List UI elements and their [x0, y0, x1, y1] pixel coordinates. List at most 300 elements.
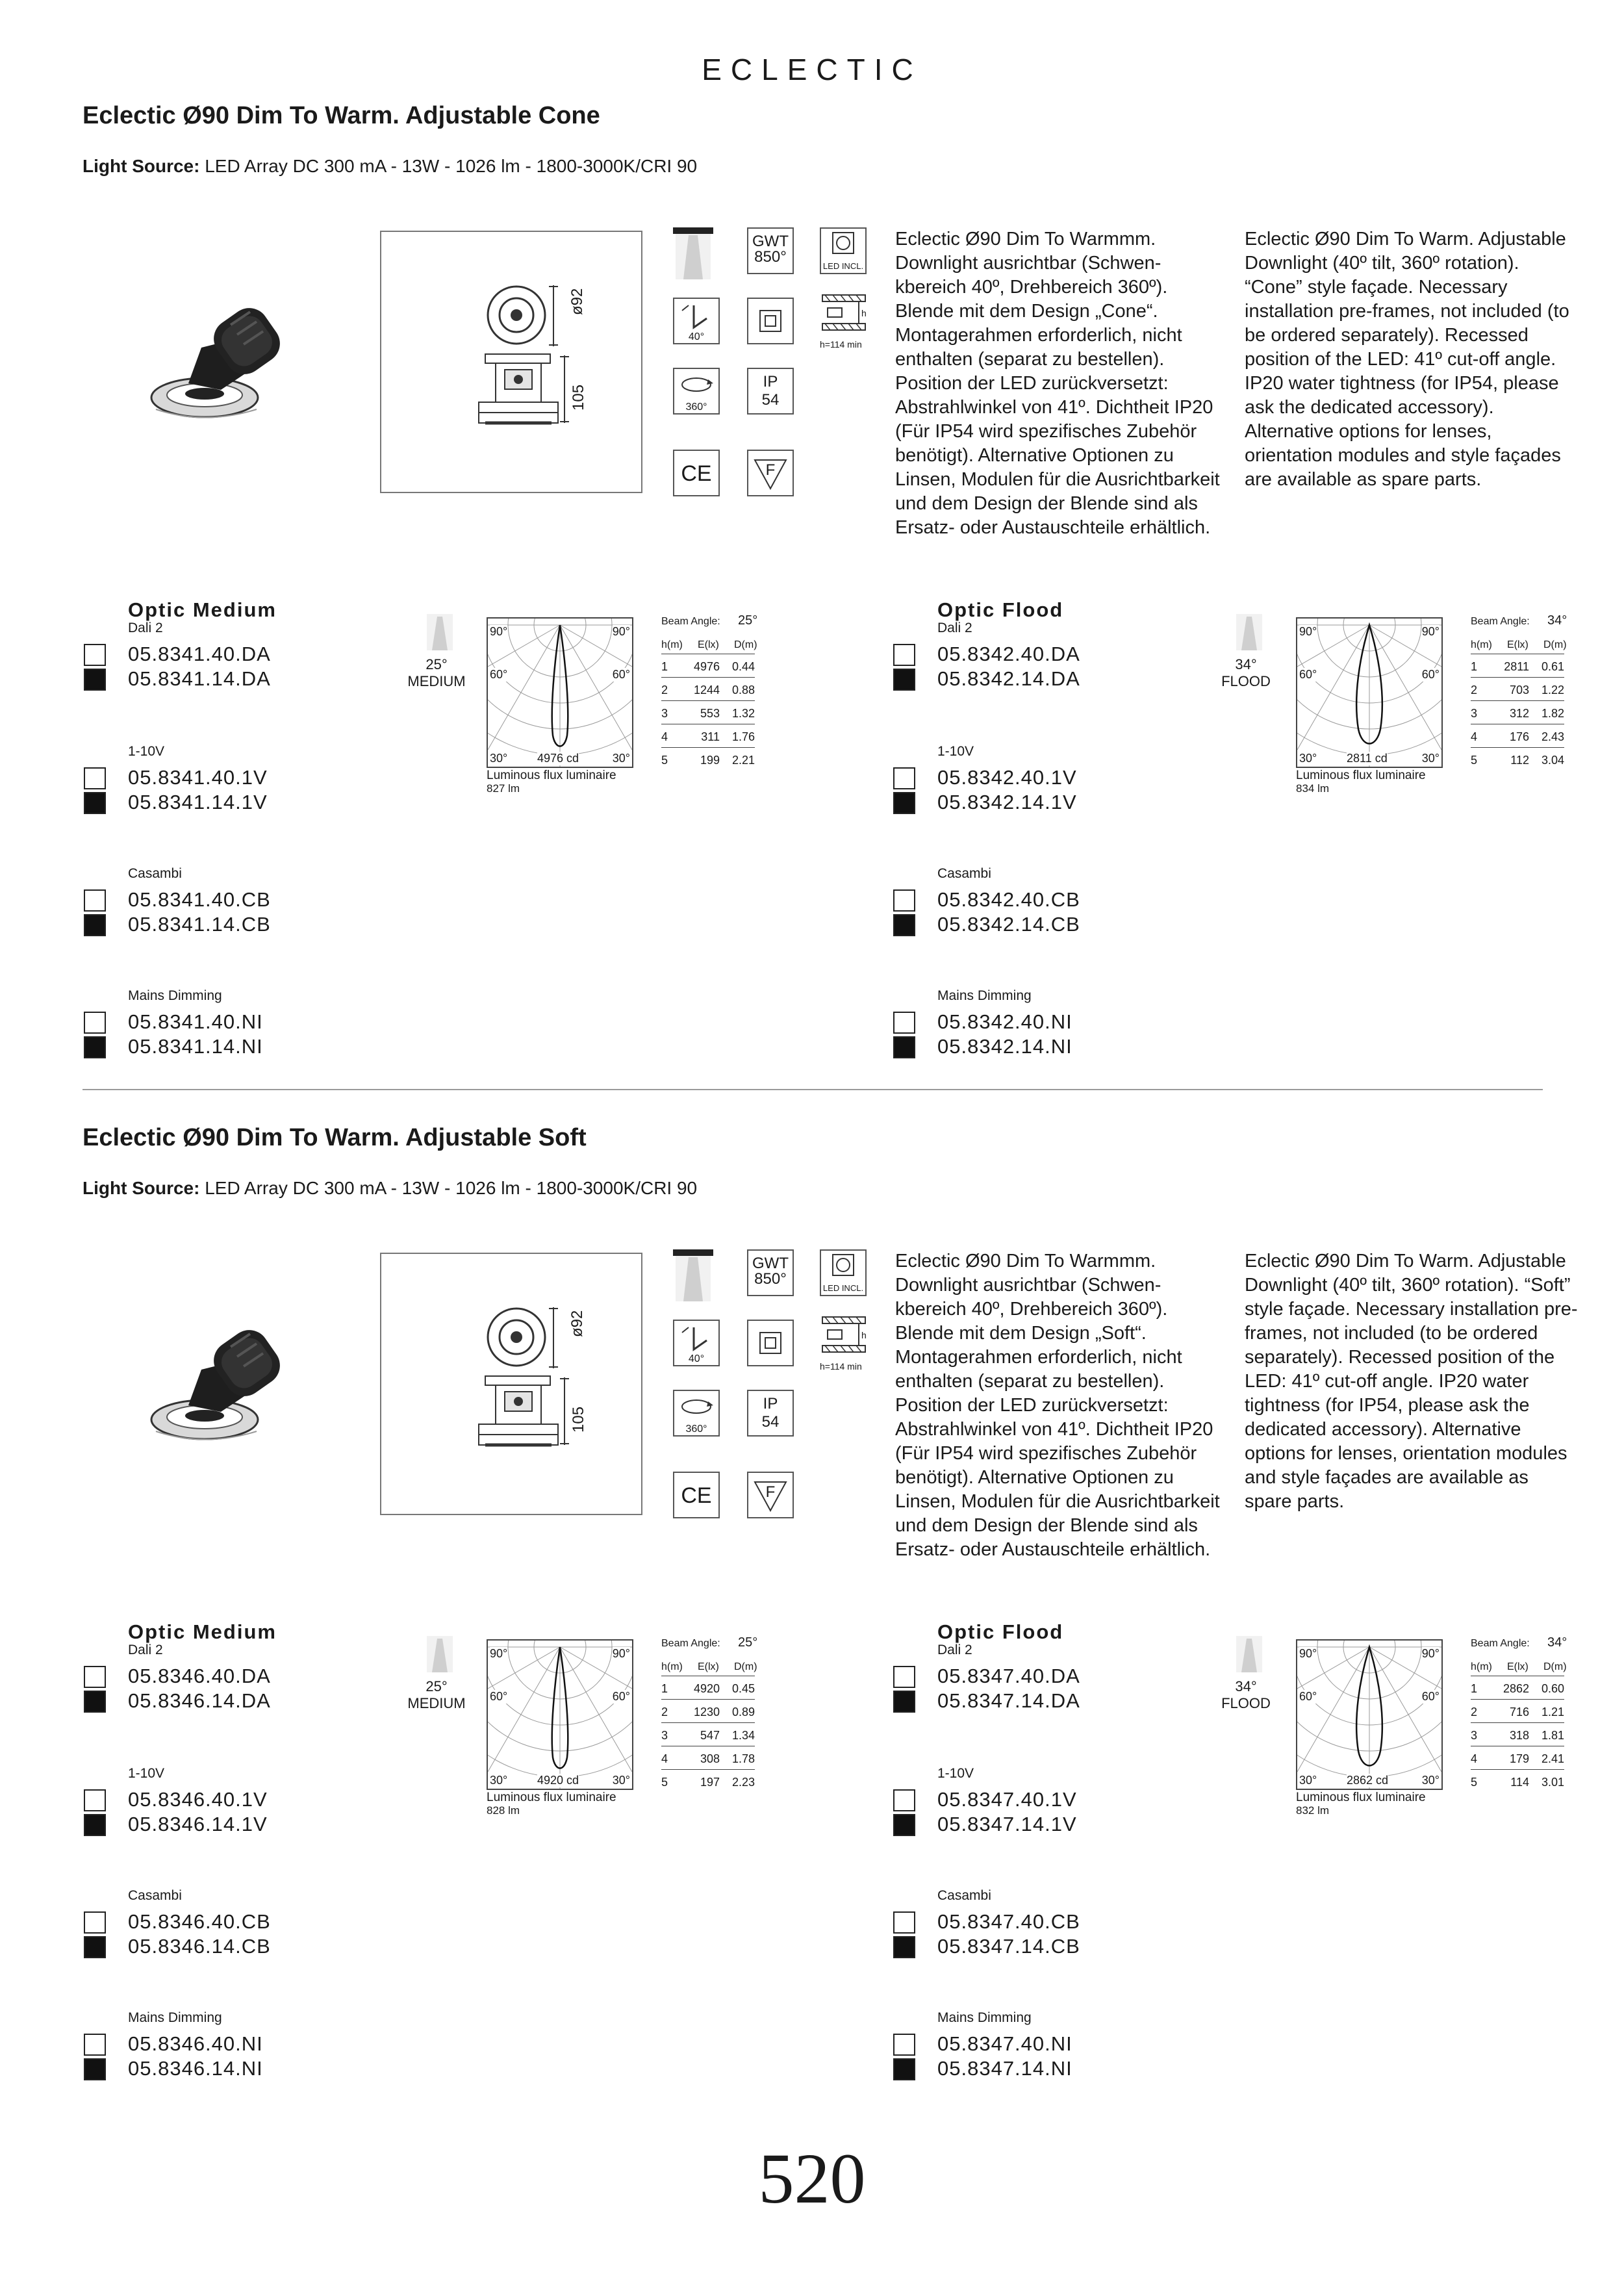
group-label-v110: 1-10V	[128, 744, 165, 759]
table-cell-e: 2811	[1504, 660, 1529, 673]
table-row	[661, 1699, 755, 1723]
square-trim-icon	[747, 1320, 794, 1366]
table-row	[661, 1676, 755, 1700]
f-mark-icon	[747, 450, 794, 496]
table-row	[661, 1746, 755, 1770]
light-source-value: LED Array DC 300 mA - 13W - 1026 lm - 1800-3000K/CRI 90	[199, 156, 698, 176]
table-header	[661, 634, 755, 654]
diameter-label: ø92	[568, 1310, 586, 1337]
product-code: 05.8341.40.NI	[128, 1010, 263, 1033]
light-source-label: Light Source:	[82, 1178, 200, 1198]
beam-angle-icon	[411, 614, 470, 653]
finish-white-swatch	[84, 889, 106, 912]
ip-label: IP	[763, 1395, 778, 1412]
f-mark-icon	[747, 1472, 794, 1518]
finish-white-swatch	[893, 2034, 915, 2056]
table-cell-e: 318	[1509, 1729, 1529, 1742]
f-mark-text: F	[765, 461, 776, 479]
ip-rating-icon	[747, 1390, 794, 1437]
height-label: 105	[570, 384, 587, 411]
photometric-table	[1471, 1633, 1568, 1789]
polar-30-left: 30°	[1299, 1774, 1317, 1787]
ip-value: 54	[761, 1413, 780, 1431]
finish-black-swatch	[84, 2058, 106, 2080]
beam-angle-value: 34°	[1235, 1678, 1257, 1694]
finish-black-swatch	[893, 792, 915, 814]
product-code: 05.8347.40.1V	[937, 1788, 1077, 1811]
optic-title: Optic Medium	[128, 1620, 277, 1643]
table-cell-h: 2	[661, 683, 668, 696]
photometric-table	[661, 611, 759, 767]
table-row	[1471, 724, 1564, 748]
ce-mark-icon	[673, 450, 720, 496]
beam-angle-label: Beam Angle:	[1471, 616, 1530, 627]
group-label-casambi: Casambi	[128, 866, 182, 881]
tilt-angle: 40°	[688, 331, 705, 342]
tilt-icon	[673, 1320, 720, 1366]
beam-angle-icon	[411, 1636, 470, 1675]
ip-value: 54	[761, 391, 780, 409]
table-header	[661, 1656, 755, 1676]
polar-60-right: 60°	[1421, 668, 1440, 681]
recess-min-label: h=114 min	[820, 339, 862, 350]
finish-black-swatch	[893, 669, 915, 691]
group-label-v110: 1-10V	[937, 744, 974, 759]
table-cell-d: 3.04	[1541, 754, 1564, 767]
product-code: 05.8342.40.DA	[937, 643, 1080, 665]
table-row	[1471, 654, 1564, 678]
ip-rating-icon	[747, 368, 794, 415]
table-cell-d: 2.23	[731, 1776, 755, 1789]
group-label-casambi: Casambi	[128, 1888, 182, 1903]
polar-30-right: 30°	[612, 1774, 630, 1787]
beam-angle-label: Beam Angle:	[1471, 1638, 1530, 1649]
e-header: E(lx)	[1507, 1661, 1529, 1672]
table-cell-h: 1	[661, 660, 668, 673]
table-cell-h: 2	[661, 1706, 668, 1718]
section-divider	[82, 1089, 1543, 1090]
product-code: 05.8346.40.1V	[128, 1788, 268, 1811]
table-cell-e: 197	[700, 1776, 720, 1789]
table-cell-h: 4	[661, 1752, 668, 1765]
product-code: 05.8346.14.1V	[128, 1813, 268, 1835]
led-included-icon	[820, 227, 867, 274]
group-label-mains: Mains Dimming	[937, 2010, 1032, 2025]
table-row	[1471, 1746, 1564, 1770]
recess-h-letter: h	[861, 308, 867, 318]
product-code: 05.8341.40.1V	[128, 766, 268, 789]
group-label-mains: Mains Dimming	[937, 988, 1032, 1003]
photometric-table	[661, 1633, 759, 1789]
description-de: Eclectic Ø90 Dim To Warmmm. Downlight ausrichtbar (Schwen-kbereich 40º, Drehbereich 360º). Blende mit dem Design „Cone“. Montagerahmen erforderlich, nicht enthalten (separat zu bestellen). Position der LED zurückversetzt: Abstrahlwinkel von 41º. Dichtheit IP20 (Für IP54 wird spezifisches Zubehör benötigt). Alternative Optionen zu Linsen, Modulen für die Ausrichtbarkeit und dem Design der Blende sind als Ersatz- oder Austauschteile erhältlich.	[895, 229, 1220, 538]
gwt-temp: 850°	[754, 1270, 787, 1288]
table-cell-h: 3	[661, 1729, 668, 1742]
finish-white-swatch	[84, 1911, 106, 1934]
optic-title: Optic Flood	[937, 1620, 1064, 1643]
polar-60-right: 60°	[1421, 1690, 1440, 1703]
product-code: 05.8346.14.CB	[128, 1935, 271, 1958]
table-cell-h: 3	[661, 707, 668, 720]
beam-angle-label: Beam Angle:	[661, 616, 720, 627]
e-header: E(lx)	[698, 639, 719, 650]
table-cell-e: 199	[700, 754, 720, 767]
optic-title: Optic Flood	[937, 598, 1064, 621]
table-row	[661, 724, 755, 748]
h-header: h(m)	[1471, 1661, 1492, 1672]
table-cell-d: 0.45	[731, 1682, 755, 1695]
table-cell-h: 4	[1471, 1752, 1478, 1765]
beam-angle-value: 25°	[425, 656, 448, 672]
led-included-label: LED INCL.	[822, 261, 864, 271]
table-cell-d: 1.32	[731, 707, 755, 720]
group-label-dali: Dali 2	[937, 1642, 972, 1657]
product-code: 05.8341.40.DA	[128, 643, 271, 665]
page-number: 520	[758, 2139, 866, 2218]
table-cell-e: 553	[700, 707, 720, 720]
d-header: D(m)	[734, 639, 757, 650]
light-source	[82, 1178, 697, 1199]
product-code: 05.8346.40.NI	[128, 2032, 263, 2055]
table-row	[1471, 1769, 1564, 1793]
beam-angle-table-value: 25°	[738, 613, 758, 628]
finish-white-swatch	[893, 1911, 915, 1934]
tilt-angle: 40°	[688, 1353, 705, 1364]
polar-60-right: 60°	[612, 668, 630, 681]
beam-type-label: MEDIUM	[407, 673, 466, 689]
table-cell-d: 2.43	[1541, 730, 1564, 743]
product-code: 05.8342.14.CB	[937, 913, 1080, 936]
product-code: 05.8342.14.DA	[937, 667, 1080, 690]
led-included-icon	[820, 1249, 867, 1296]
gwt-label: GWT	[752, 233, 789, 250]
recess-h-letter: h	[861, 1330, 867, 1340]
table-cell-h: 4	[1471, 730, 1478, 743]
beam-type-label: MEDIUM	[407, 1695, 466, 1711]
table-row	[661, 747, 755, 771]
table-cell-d: 3.01	[1541, 1776, 1564, 1789]
finish-white-swatch	[84, 1012, 106, 1034]
polar-90-right: 90°	[612, 625, 630, 638]
polar-60-left: 60°	[490, 1690, 508, 1703]
table-row	[661, 1722, 755, 1746]
finish-white-swatch	[893, 1666, 915, 1688]
table-cell-e: 2862	[1503, 1682, 1529, 1695]
table-cell-h: 1	[1471, 1682, 1478, 1695]
finish-black-swatch	[893, 1814, 915, 1836]
product-code: 05.8342.40.1V	[937, 766, 1077, 789]
polar-curve	[488, 1641, 632, 1789]
table-cell-h: 3	[1471, 1729, 1478, 1742]
table-header	[1471, 1656, 1567, 1676]
table-cell-d: 0.44	[731, 660, 755, 673]
polar-curve	[1297, 619, 1441, 767]
table-row	[661, 677, 755, 701]
brand-header: ECLECTIC	[702, 53, 922, 86]
finish-black-swatch	[84, 1691, 106, 1713]
finish-black-swatch	[893, 1691, 915, 1713]
polar-90-left: 90°	[490, 1647, 508, 1660]
table-cell-e: 311	[701, 730, 720, 743]
gwt-icon	[747, 227, 794, 274]
polar-peak-intensity: 4976 cd	[537, 752, 579, 765]
table-cell-d: 1.34	[731, 1729, 755, 1742]
table-row	[1471, 747, 1564, 771]
table-row	[1471, 700, 1564, 724]
table-cell-e: 703	[1509, 683, 1529, 696]
table-row	[1471, 1699, 1564, 1723]
table-cell-h: 5	[661, 754, 668, 767]
luminous-flux-caption: Luminous flux luminaire	[1296, 769, 1426, 782]
table-cell-h: 3	[1471, 707, 1478, 720]
product-code: 05.8342.40.CB	[937, 888, 1080, 911]
light-source	[82, 156, 697, 177]
product-code: 05.8347.14.NI	[937, 2057, 1072, 2080]
beam-type-label: FLOOD	[1221, 673, 1271, 689]
beam-angle-table-value: 34°	[1547, 1635, 1567, 1650]
finish-white-swatch	[893, 1012, 915, 1034]
finish-white-swatch	[84, 1666, 106, 1688]
finish-white-swatch	[893, 767, 915, 789]
e-header: E(lx)	[1507, 639, 1529, 650]
polar-60-right: 60°	[612, 1690, 630, 1703]
group-label-v110: 1-10V	[937, 1766, 974, 1781]
table-cell-e: 312	[1509, 707, 1529, 720]
dimension-drawing	[380, 231, 642, 493]
table-row	[661, 700, 755, 724]
light-source-value: LED Array DC 300 mA - 13W - 1026 lm - 1800-3000K/CRI 90	[199, 1178, 698, 1198]
e-header: E(lx)	[698, 1661, 719, 1672]
beam-angle-icon	[1221, 1636, 1279, 1675]
ce-mark-text: CE	[681, 461, 712, 486]
group-label-dali: Dali 2	[937, 620, 972, 635]
recess-height-icon	[820, 1314, 872, 1379]
table-cell-e: 547	[700, 1729, 720, 1742]
polar-peak-intensity: 2811 cd	[1347, 752, 1388, 765]
description-de: Eclectic Ø90 Dim To Warmmm. Downlight ausrichtbar (Schwen-kbereich 40º, Drehbereich 360º). Blende mit dem Design „Soft“. Montagerahmen erforderlich, nicht enthalten (separat zu bestellen). Position der LED zurückversetzt: Abstrahlwinkel von 41º. Dichtheit IP20 (Für IP54 wird spezifisches Zubehör benötigt). Alternative Optionen zu Linsen, Modulen für die Ausrichtbarkeit und dem Design der Blende sind als Ersatz- oder Austauschteile erhältlich.	[895, 1251, 1220, 1560]
photometric-table	[1471, 611, 1568, 767]
luminous-flux-value: 834 lm	[1296, 782, 1330, 795]
finish-white-swatch	[893, 644, 915, 666]
group-label-v110: 1-10V	[128, 1766, 165, 1781]
rotation-angle: 360°	[685, 402, 707, 413]
recess-height-icon	[820, 292, 872, 357]
light-source-label: Light Source:	[82, 156, 200, 176]
finish-white-swatch	[893, 1789, 915, 1811]
beam-angle-table-value: 34°	[1547, 613, 1567, 628]
finish-black-swatch	[893, 914, 915, 936]
finish-black-swatch	[893, 1036, 915, 1058]
luminous-flux-value: 827 lm	[487, 782, 520, 795]
product-code: 05.8341.14.NI	[128, 1035, 263, 1058]
h-header: h(m)	[661, 1661, 683, 1672]
table-cell-h: 4	[661, 730, 668, 743]
table-cell-d: 1.76	[731, 730, 755, 743]
polar-90-right: 90°	[612, 1647, 630, 1660]
product-code: 05.8346.40.CB	[128, 1910, 271, 1933]
luminous-flux-caption: Luminous flux luminaire	[1296, 1791, 1426, 1804]
d-header: D(m)	[1543, 1661, 1567, 1672]
table-cell-h: 5	[1471, 1776, 1478, 1789]
table-cell-d: 1.82	[1541, 707, 1564, 720]
table-cell-h: 1	[661, 1682, 668, 1695]
table-row	[661, 654, 755, 678]
group-label-dali: Dali 2	[128, 620, 163, 635]
beam-angle-value: 34°	[1235, 656, 1257, 672]
finish-white-swatch	[84, 767, 106, 789]
product-code: 05.8347.40.CB	[937, 1910, 1080, 1933]
finish-black-swatch	[893, 1936, 915, 1958]
finish-black-swatch	[84, 1936, 106, 1958]
table-row	[1471, 1676, 1564, 1700]
table-cell-e: 176	[1509, 730, 1529, 743]
polar-90-left: 90°	[1299, 1647, 1317, 1660]
finish-black-swatch	[84, 1814, 106, 1836]
polar-30-right: 30°	[1421, 752, 1440, 765]
product-photo	[143, 286, 312, 435]
h-header: h(m)	[1471, 639, 1492, 650]
finish-black-swatch	[84, 669, 106, 691]
beam-angle-label: Beam Angle:	[661, 1638, 720, 1649]
product-code: 05.8347.14.DA	[937, 1689, 1080, 1712]
table-cell-d: 0.89	[731, 1706, 755, 1718]
polar-60-left: 60°	[1299, 1690, 1317, 1703]
table-cell-h: 1	[1471, 660, 1478, 673]
table-cell-e: 179	[1509, 1752, 1529, 1765]
led-included-label: LED INCL.	[822, 1283, 864, 1293]
product-code: 05.8341.14.DA	[128, 667, 271, 690]
product-photo	[143, 1308, 312, 1457]
ce-mark-text: CE	[681, 1483, 712, 1508]
product-code: 05.8347.14.CB	[937, 1935, 1080, 1958]
dimension-sketch	[381, 232, 641, 492]
product-code: 05.8346.40.DA	[128, 1665, 271, 1687]
gwt-temp: 850°	[754, 248, 787, 266]
d-header: D(m)	[734, 1661, 757, 1672]
group-label-mains: Mains Dimming	[128, 988, 222, 1003]
finish-black-swatch	[84, 1036, 106, 1058]
product-code: 05.8346.14.NI	[128, 2057, 263, 2080]
table-cell-h: 2	[1471, 1706, 1478, 1718]
h-header: h(m)	[661, 639, 683, 650]
product-code: 05.8342.14.1V	[937, 791, 1077, 813]
polar-curve	[1297, 1641, 1441, 1789]
table-cell-e: 112	[1510, 754, 1529, 767]
gwt-icon	[747, 1249, 794, 1296]
group-label-dali: Dali 2	[128, 1642, 163, 1657]
table-cell-e: 1230	[693, 1706, 720, 1718]
table-row	[661, 1769, 755, 1793]
rotation-angle: 360°	[685, 1424, 707, 1435]
gwt-label: GWT	[752, 1255, 789, 1272]
table-cell-h: 5	[661, 1776, 668, 1789]
square-trim-icon	[747, 298, 794, 344]
product-code: 05.8347.14.1V	[937, 1813, 1077, 1835]
luminous-flux-value: 832 lm	[1296, 1804, 1330, 1817]
polar-30-right: 30°	[612, 752, 630, 765]
table-cell-d: 2.21	[731, 754, 755, 767]
product-code: 05.8341.14.CB	[128, 913, 271, 936]
f-mark-text: F	[765, 1483, 776, 1501]
table-cell-d: 1.22	[1541, 683, 1564, 696]
polar-60-left: 60°	[1299, 668, 1317, 681]
beam-type-label: FLOOD	[1221, 1695, 1271, 1711]
dimension-sketch	[381, 1254, 641, 1514]
optic-title: Optic Medium	[128, 598, 277, 621]
group-label-mains: Mains Dimming	[128, 2010, 222, 2025]
table-cell-e: 4920	[693, 1682, 720, 1695]
finish-black-swatch	[893, 2058, 915, 2080]
polar-90-left: 90°	[1299, 625, 1317, 638]
table-header	[1471, 634, 1567, 654]
product-code: 05.8342.14.NI	[937, 1035, 1072, 1058]
table-cell-e: 308	[700, 1752, 720, 1765]
recess-min-label: h=114 min	[820, 1361, 862, 1372]
polar-60-left: 60°	[490, 668, 508, 681]
product-code: 05.8347.40.NI	[937, 2032, 1072, 2055]
table-cell-d: 2.41	[1541, 1752, 1564, 1765]
product-code: 05.8346.14.DA	[128, 1689, 271, 1712]
polar-30-left: 30°	[490, 752, 508, 765]
table-cell-e: 1244	[693, 683, 720, 696]
luminous-flux-caption: Luminous flux luminaire	[487, 1791, 616, 1804]
polar-30-left: 30°	[1299, 752, 1317, 765]
height-label: 105	[570, 1406, 587, 1433]
beam-angle-table-value: 25°	[738, 1635, 758, 1650]
beam-spot-icon	[673, 1249, 713, 1303]
product-code: 05.8341.14.1V	[128, 791, 268, 813]
polar-30-right: 30°	[1421, 1774, 1440, 1787]
section-title: Eclectic Ø90 Dim To Warm. Adjustable Soft	[82, 1124, 587, 1151]
table-cell-h: 5	[1471, 754, 1478, 767]
polar-peak-intensity: 2862 cd	[1347, 1774, 1389, 1787]
finish-black-swatch	[84, 914, 106, 936]
polar-peak-intensity: 4920 cd	[537, 1774, 579, 1787]
polar-diagram	[1296, 1639, 1443, 1790]
group-label-casambi: Casambi	[937, 1888, 991, 1903]
table-cell-d: 0.88	[731, 683, 755, 696]
polar-diagram	[1296, 617, 1443, 768]
table-cell-h: 2	[1471, 683, 1478, 696]
table-cell-e: 716	[1509, 1706, 1529, 1718]
table-cell-e: 4976	[693, 660, 720, 673]
finish-black-swatch	[84, 792, 106, 814]
rotation-icon	[673, 368, 720, 415]
polar-90-right: 90°	[1421, 625, 1440, 638]
description-en: Eclectic Ø90 Dim To Warm. Adjustable Downlight (40º tilt, 360º rotation). “Soft” style façade. Necessary installation pre-frames, not included (to be ordered separately). Recessed position of the LED: 41º cut-off angle. IP20 water tightness (for IP54, please ask the dedicated accessory). Alternative options for lenses, orientation modules and style façades are available as spare parts.	[1245, 1251, 1578, 1512]
table-cell-d: 1.21	[1541, 1706, 1564, 1718]
diameter-label: ø92	[568, 288, 586, 315]
product-code: 05.8347.40.DA	[937, 1665, 1080, 1687]
d-header: D(m)	[1543, 639, 1567, 650]
table-row	[1471, 677, 1564, 701]
finish-white-swatch	[84, 644, 106, 666]
polar-curve	[488, 619, 632, 767]
beam-angle-value: 25°	[425, 1678, 448, 1694]
dimension-drawing	[380, 1253, 642, 1515]
table-cell-d: 1.78	[731, 1752, 755, 1765]
rotation-icon	[673, 1390, 720, 1437]
polar-30-left: 30°	[490, 1774, 508, 1787]
beam-spot-icon	[673, 227, 713, 281]
group-label-casambi: Casambi	[937, 866, 991, 881]
ce-mark-icon	[673, 1472, 720, 1518]
finish-white-swatch	[84, 2034, 106, 2056]
description-en: Eclectic Ø90 Dim To Warm. Adjustable Downlight (40º tilt, 360º rotation). “Cone” style façade. Necessary installation pre-frames, not included (to be ordered separately). Recessed position of the LED: 41º cut-off angle. IP20 water tightness (for IP54, please ask the dedicated accessory). Alternative options for lenses, orientation modules and style façades are available as spare parts.	[1245, 229, 1569, 490]
polar-90-right: 90°	[1421, 1647, 1440, 1660]
table-cell-d: 0.61	[1541, 660, 1564, 673]
luminous-flux-caption: Luminous flux luminaire	[487, 769, 616, 782]
polar-diagram	[487, 1639, 633, 1790]
